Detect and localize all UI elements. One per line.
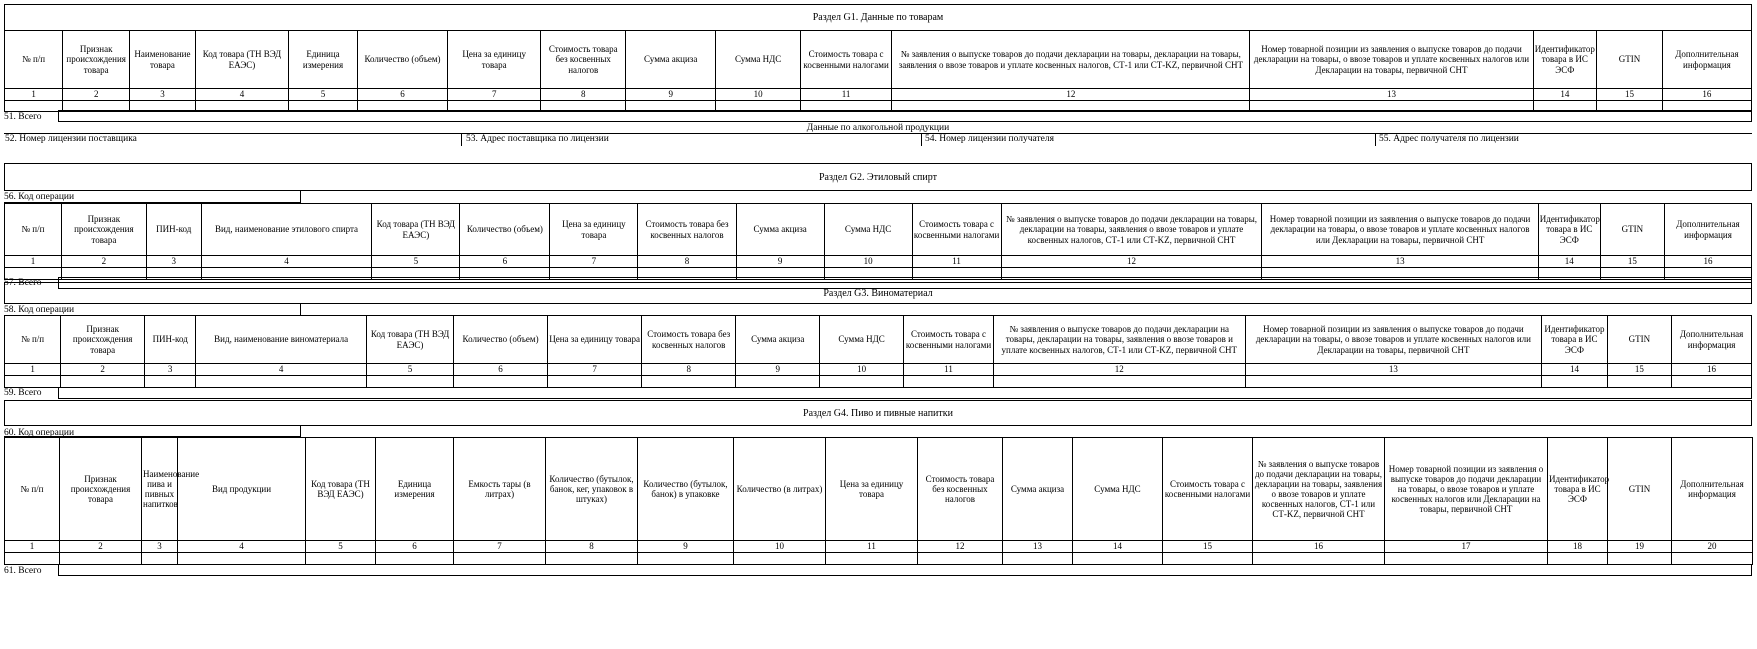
g4-total-value[interactable] [58, 564, 1752, 576]
g1-h-3: Наименование товара [130, 31, 196, 89]
g4-operation-value[interactable] [4, 425, 301, 437]
g1-n-15: 15 [1597, 89, 1663, 101]
g2-n-11: 11 [912, 256, 1001, 268]
g4-n-3: 3 [142, 541, 178, 553]
supplier-address-label: 53. Адрес поставщика по лицензии [466, 134, 609, 144]
g2-h-14: Идентификатор товара в ИС ЭСФ [1538, 204, 1600, 256]
g3-cell[interactable] [367, 376, 454, 388]
g3-cell[interactable] [61, 376, 145, 388]
g3-n-12: 12 [994, 364, 1246, 376]
g4-header-row [5, 438, 1753, 541]
g2-table [4, 203, 1752, 280]
g3-h-11: Стоимость товара с косвенными налогами [904, 316, 994, 364]
g3-h-10: Сумма НДС [820, 316, 904, 364]
g3-cell[interactable] [5, 376, 61, 388]
g3-n-9: 9 [736, 364, 820, 376]
g4-h-1: № п/п [5, 438, 60, 541]
g1-h-4: Код товара (ТН ВЭД ЕАЭС) [195, 31, 288, 89]
g2-n-1: 1 [5, 256, 62, 268]
g4-cell[interactable] [454, 553, 546, 565]
g2-h-1: № п/п [5, 204, 62, 256]
g4-h-5: Код товара (ТН ВЭД ЕАЭС) [306, 438, 376, 541]
g4-h-7: Емкость тары (в литрах) [454, 438, 546, 541]
g4-cell[interactable] [1608, 553, 1672, 565]
g3-cell[interactable] [454, 376, 548, 388]
g4-cell[interactable] [1548, 553, 1608, 565]
g1-h-5: Единица измерения [289, 31, 358, 89]
section-g2-title: Раздел G2. Этиловый спирт [4, 163, 1752, 191]
g1-n-12: 12 [892, 89, 1250, 101]
g2-h-10: Сумма НДС [824, 204, 912, 256]
g1-n-14: 14 [1533, 89, 1597, 101]
g4-n-15: 15 [1163, 541, 1253, 553]
g3-total-value[interactable] [58, 387, 1752, 399]
g3-n-8: 8 [642, 364, 736, 376]
g2-number-row [5, 256, 1752, 268]
g3-cell[interactable] [548, 376, 642, 388]
section-g3-title: Раздел G3. Виноматериал [4, 282, 1752, 304]
g2-n-6: 6 [460, 256, 550, 268]
g3-h-15: GTIN [1607, 316, 1671, 364]
g1-n-9: 9 [626, 89, 716, 101]
g3-h-5: Код товара (ТН ВЭД ЕАЭС) [367, 316, 454, 364]
g3-cell[interactable] [196, 376, 367, 388]
g4-h-11: Цена за единицу товара [826, 438, 918, 541]
g1-h-16: Дополнительная информация [1662, 31, 1751, 89]
g3-h-2: Признак происхождения товара [61, 316, 145, 364]
g3-cell[interactable] [904, 376, 994, 388]
g3-cell[interactable] [1245, 376, 1542, 388]
g4-n-18: 18 [1548, 541, 1608, 553]
g1-header-row [5, 31, 1752, 89]
g3-h-16: Дополнительная информация [1672, 316, 1752, 364]
g4-cell[interactable] [60, 553, 142, 565]
g4-cell[interactable] [5, 553, 60, 565]
g1-n-4: 4 [195, 89, 288, 101]
g4-cell[interactable] [1003, 553, 1073, 565]
g4-n-14: 14 [1073, 541, 1163, 553]
g4-h-17: Номер товарной позиции из заявления о выпуске товаров до подачи декларации на товары, о ввозе товаров и уплате косвенных налогов или Декларации на товары, первичной СНТ [1385, 438, 1548, 541]
g2-n-15: 15 [1600, 256, 1664, 268]
g1-h-1: № п/п [5, 31, 63, 89]
g4-cell[interactable] [1253, 553, 1385, 565]
g4-n-17: 17 [1385, 541, 1548, 553]
g3-cell[interactable] [994, 376, 1246, 388]
g2-n-16: 16 [1664, 256, 1751, 268]
section-g4-title: Раздел G4. Пиво и пивные напитки [4, 400, 1752, 426]
g3-h-7: Цена за единицу товара [548, 316, 642, 364]
g1-h-7: Цена за единицу товара [448, 31, 541, 89]
g4-data-row [5, 553, 1753, 565]
g3-n-2: 2 [61, 364, 145, 376]
g4-h-15: Стоимость товара с косвенными налогами [1163, 438, 1253, 541]
g4-cell[interactable] [376, 553, 454, 565]
g4-n-20: 20 [1672, 541, 1753, 553]
g1-h-12: № заявления о выпуске товаров до подачи декларации на товары, декларации на товары, заявления о ввозе товаров и уплате косвенных налогов, СТ-1 или СТ-KZ, первичной СНТ [892, 31, 1250, 89]
g1-total-label: 51. Всего [4, 112, 42, 122]
g1-h-2: Признак происхождения товара [63, 31, 130, 89]
g3-h-12: № заявления о выпуске товаров до подачи декларации на товары, декларации на товары, заявления о ввозе товаров и уплате косвенных налогов, СТ-1 или СТ-KZ, первичной СНТ [994, 316, 1246, 364]
g1-h-10: Сумма НДС [716, 31, 801, 89]
g3-h-1: № п/п [5, 316, 61, 364]
g3-h-6: Количество (объем) [454, 316, 548, 364]
g2-operation-value[interactable] [4, 191, 301, 203]
g3-h-14: Идентификатор товара в ИС ЭСФ [1542, 316, 1607, 364]
g3-h-9: Сумма акциза [736, 316, 820, 364]
g2-h-16: Дополнительная информация [1664, 204, 1751, 256]
g2-n-14: 14 [1538, 256, 1600, 268]
g4-h-20: Дополнительная информация [1672, 438, 1753, 541]
g4-n-4: 4 [178, 541, 306, 553]
g1-n-6: 6 [357, 89, 447, 101]
g3-total-label: 59. Всего [4, 388, 42, 398]
g2-h-5: Код товара (ТН ВЭД ЕАЭС) [372, 204, 460, 256]
supplier-licence-label: 52. Номер лицензии поставщика [5, 134, 137, 144]
g2-n-5: 5 [372, 256, 460, 268]
g4-h-16: № заявления о выпуске товаров до подачи декларации на товары, декларации на товары, заявления о ввозе товаров и уплате косвенных налогов, СТ-1 или СТ-KZ, первичной СНТ [1253, 438, 1385, 541]
g4-n-8: 8 [546, 541, 638, 553]
g4-h-4: Вид продукции [178, 438, 306, 541]
g4-cell[interactable] [142, 553, 178, 565]
g2-h-9: Сумма акциза [736, 204, 824, 256]
g3-cell[interactable] [1672, 376, 1752, 388]
g2-n-4: 4 [201, 256, 372, 268]
g3-number-row [5, 364, 1752, 376]
section-g1-title: Раздел G1. Данные по товарам [4, 4, 1752, 31]
g3-n-10: 10 [820, 364, 904, 376]
g1-n-13: 13 [1250, 89, 1533, 101]
g3-n-14: 14 [1542, 364, 1607, 376]
g4-h-12: Стоимость товара без косвенных налогов [918, 438, 1003, 541]
g4-total-label: 61. Всего [4, 566, 42, 576]
g3-n-3: 3 [145, 364, 196, 376]
g3-n-7: 7 [548, 364, 642, 376]
g1-n-1: 1 [5, 89, 63, 101]
g1-h-9: Сумма акциза [626, 31, 716, 89]
g4-table [4, 437, 1753, 565]
g4-cell[interactable] [546, 553, 638, 565]
g4-h-6: Единица измерения [376, 438, 454, 541]
g4-number-row [5, 541, 1753, 553]
g3-h-3: ПИН-код [145, 316, 196, 364]
g1-table [4, 30, 1752, 112]
g3-n-5: 5 [367, 364, 454, 376]
g1-n-7: 7 [448, 89, 541, 101]
g4-cell[interactable] [1385, 553, 1548, 565]
g2-header-row [5, 204, 1752, 256]
g4-cell[interactable] [178, 553, 306, 565]
g2-n-13: 13 [1262, 256, 1538, 268]
g4-cell[interactable] [306, 553, 376, 565]
g3-cell[interactable] [820, 376, 904, 388]
g1-n-2: 2 [63, 89, 130, 101]
g4-h-10: Количество (в литрах) [734, 438, 826, 541]
g4-n-7: 7 [454, 541, 546, 553]
g3-n-13: 13 [1245, 364, 1542, 376]
g4-n-5: 5 [306, 541, 376, 553]
g4-h-8: Количество (бутылок, банок, кег, упаковок в штуках) [546, 438, 638, 541]
g3-n-4: 4 [196, 364, 367, 376]
g3-n-15: 15 [1607, 364, 1671, 376]
g2-h-4: Вид, наименование этилового спирта [201, 204, 372, 256]
g3-cell[interactable] [145, 376, 196, 388]
g2-n-9: 9 [736, 256, 824, 268]
alcohol-title: Данные по алкогольной продукции [806, 123, 950, 133]
g4-h-14: Сумма НДС [1073, 438, 1163, 541]
g4-cell[interactable] [826, 553, 918, 565]
g3-cell[interactable] [642, 376, 736, 388]
g1-h-6: Количество (объем) [357, 31, 447, 89]
g4-n-10: 10 [734, 541, 826, 553]
g4-h-18: Идентификатор товара в ИС ЭСФ [1548, 438, 1608, 541]
g4-cell[interactable] [918, 553, 1003, 565]
g4-n-19: 19 [1608, 541, 1672, 553]
section-g4 [4, 400, 1752, 645]
g4-cell[interactable] [734, 553, 826, 565]
g1-h-14: Идентификатор товара в ИС ЭСФ [1533, 31, 1597, 89]
g3-n-16: 16 [1672, 364, 1752, 376]
g2-n-10: 10 [824, 256, 912, 268]
g1-h-15: GTIN [1597, 31, 1663, 89]
recipient-address-label: 55. Адрес получателя по лицензии [1379, 134, 1519, 144]
g2-h-2: Признак происхождения товара [61, 204, 146, 256]
g3-n-1: 1 [5, 364, 61, 376]
g3-h-4: Вид, наименование виноматериала [196, 316, 367, 364]
g4-h-2: Признак происхождения товара [60, 438, 142, 541]
g2-n-8: 8 [638, 256, 736, 268]
g1-total-value[interactable] [58, 110, 1752, 122]
g4-cell[interactable] [1163, 553, 1253, 565]
g4-cell[interactable] [638, 553, 734, 565]
g4-h-3: Наименование пива и пивных напитков [142, 438, 178, 541]
g2-h-7: Цена за единицу товара [550, 204, 638, 256]
g3-cell[interactable] [736, 376, 820, 388]
licence-row [4, 133, 1752, 146]
g3-n-6: 6 [454, 364, 548, 376]
g4-h-9: Количество (бутылок, банок) в упаковке [638, 438, 734, 541]
g4-h-19: GTIN [1608, 438, 1672, 541]
g3-data-row [5, 376, 1752, 388]
g1-number-row [5, 89, 1752, 101]
g2-n-3: 3 [146, 256, 201, 268]
g1-cell[interactable] [5, 101, 63, 112]
g3-table [4, 315, 1752, 388]
g2-h-11: Стоимость товара с косвенными налогами [912, 204, 1001, 256]
g4-n-1: 1 [5, 541, 60, 553]
g1-h-8: Стоимость товара без косвенных налогов [541, 31, 626, 89]
g2-h-12: № заявления о выпуске товаров до подачи декларации на товары, декларации на товары, заявления о ввозе товаров и уплате косвенных налогов, СТ-1 или СТ-KZ, первичной СНТ [1001, 204, 1262, 256]
g3-cell[interactable] [1607, 376, 1671, 388]
g4-n-16: 16 [1253, 541, 1385, 553]
g2-n-7: 7 [550, 256, 638, 268]
g1-n-5: 5 [289, 89, 358, 101]
g3-h-8: Стоимость товара без косвенных налогов [642, 316, 736, 364]
g1-n-16: 16 [1662, 89, 1751, 101]
g2-h-15: GTIN [1600, 204, 1664, 256]
g1-h-11: Стоимость товара с косвенными налогами [801, 31, 892, 89]
g1-n-8: 8 [541, 89, 626, 101]
g4-n-6: 6 [376, 541, 454, 553]
g2-h-8: Стоимость товара без косвенных налогов [638, 204, 736, 256]
g2-n-12: 12 [1001, 256, 1262, 268]
g4-h-13: Сумма акциза [1003, 438, 1073, 541]
g2-n-2: 2 [61, 256, 146, 268]
g1-n-11: 11 [801, 89, 892, 101]
g4-cell[interactable] [1073, 553, 1163, 565]
section-g3 [4, 282, 1752, 400]
g4-n-13: 13 [1003, 541, 1073, 553]
alcohol-section [4, 122, 1752, 148]
g1-n-10: 10 [716, 89, 801, 101]
g3-n-11: 11 [904, 364, 994, 376]
section-g1 [4, 4, 1752, 134]
g2-total-label: 57. Всего [4, 278, 42, 288]
g4-n-9: 9 [638, 541, 734, 553]
g1-n-3: 3 [130, 89, 196, 101]
g4-operation-label: 60. Код операции [4, 428, 75, 438]
g3-cell[interactable] [1542, 376, 1607, 388]
g4-n-2: 2 [60, 541, 142, 553]
g3-operation-label: 58. Код операции [4, 305, 75, 315]
g1-h-13: Номер товарной позиции из заявления о выпуске товаров до подачи декларации на товары, о ввозе товаров и уплате косвенных налогов или Декларации на товары, первичной СНТ [1250, 31, 1533, 89]
g2-h-6: Количество (объем) [460, 204, 550, 256]
g2-operation-label: 56. Код операции [4, 192, 75, 202]
g2-h-3: ПИН-код [146, 204, 201, 256]
g4-cell[interactable] [1672, 553, 1753, 565]
g3-header-row [5, 316, 1752, 364]
g4-n-11: 11 [826, 541, 918, 553]
recipient-licence-label: 54. Номер лицензии получателя [925, 134, 1054, 144]
g3-h-13: Номер товарной позиции из заявления о выпуске товаров до подачи декларации на товары, о ввозе товаров и уплате косвенных налогов или Декларации на товары, первичной СНТ [1245, 316, 1542, 364]
g4-n-12: 12 [918, 541, 1003, 553]
g2-h-13: Номер товарной позиции из заявления о выпуске товаров до подачи декларации на товары, о ввозе товаров и уплате косвенных налогов или Декларации на товары, первичной СНТ [1262, 204, 1538, 256]
